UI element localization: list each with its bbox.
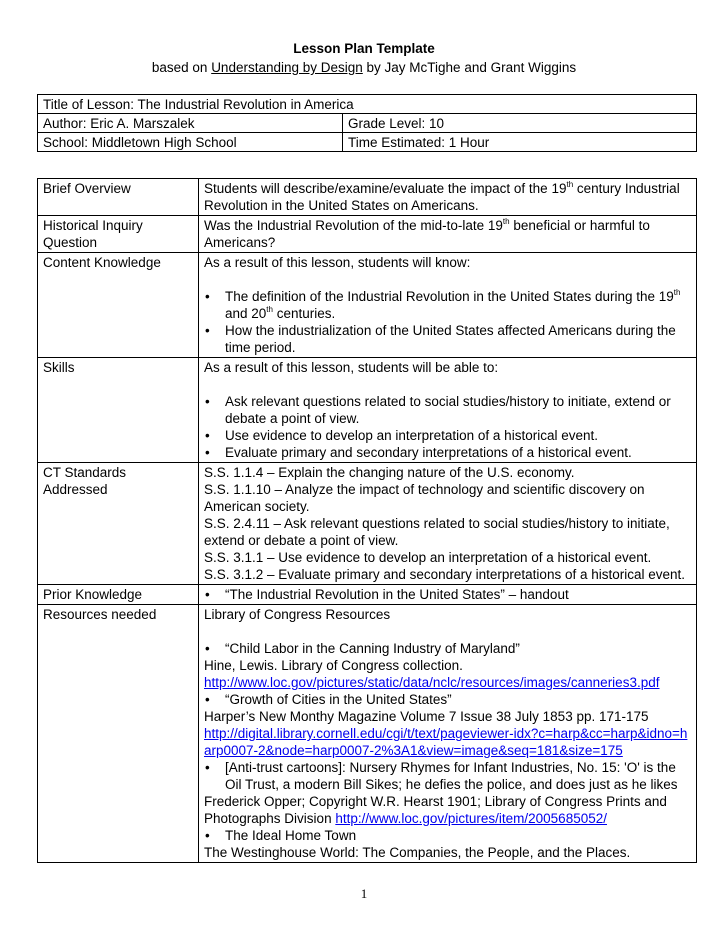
table-row-resources [38, 605, 697, 863]
content-b1-c: centuries. [272, 306, 336, 321]
row-label: Content Knowledge [38, 253, 199, 358]
row-label: CT Standards Addressed [38, 463, 199, 585]
lesson-plan-table [37, 178, 697, 863]
row-label: Historical Inquiry Question [38, 216, 199, 253]
table-row-skills [38, 358, 697, 463]
resources-heading: Library of Congress Resources [204, 607, 391, 622]
page-number: 1 [360, 886, 368, 901]
list-item [204, 288, 691, 322]
resource-source: Hine, Lewis. Library of Congress collection. [204, 658, 463, 673]
table-row-standards [38, 463, 697, 585]
content-b1-sup2: th [266, 305, 273, 314]
list-item: • How the industrialization of the United States affected Americans during the time period. [204, 322, 691, 356]
list-item: • Ask relevant questions related to social studies/history to initiate, extend or debate a point of view. [204, 393, 691, 427]
table-row-overview [38, 179, 697, 216]
page-subtitle [0, 60, 728, 75]
table-row-content-knowledge [38, 253, 697, 358]
content-intro: As a result of this lesson, students will know: [204, 255, 471, 270]
row-content [199, 605, 697, 863]
row-content [199, 358, 697, 463]
list-item: • The Ideal Home Town [204, 827, 691, 844]
time-cell: Time Estimated: 1 Hour [343, 133, 697, 152]
row-label: Skills [38, 358, 199, 463]
row-label: Resources needed [38, 605, 199, 863]
skills-intro: As a result of this lesson, students will be able to: [204, 360, 499, 375]
school-cell: School: Middletown High School [38, 133, 343, 152]
list-item: • [Anti-trust cartoons]: Nursery Rhymes for Infant Industries, No. 15: 'O' is the Oil Trust, a modern Bill Sikes; he defies the police, and does just as he likes [204, 759, 691, 793]
skills-list [204, 393, 691, 461]
author-cell: Author: Eric A. Marszalek [38, 114, 343, 133]
resource-source: The Westinghouse World: The Companies, the People, and the Places. [204, 845, 631, 860]
standard-item: S.S. 2.4.11 – Ask relevant questions related to social studies/history to initiate, extend or debate a point of view. [204, 516, 670, 548]
subtitle-suffix: by Jay McTighe and Grant Wiggins [362, 60, 577, 75]
lesson-title-cell: Title of Lesson: The Industrial Revolution in America [38, 95, 697, 114]
list-item: • Evaluate primary and secondary interpretations of a historical event. [204, 444, 691, 461]
standard-item: S.S. 1.1.4 – Explain the changing nature of the U.S. economy. [204, 465, 575, 480]
table-row-inquiry [38, 216, 697, 253]
standard-item: S.S. 1.1.10 – Analyze the impact of technology and scientific discovery on American society. [204, 482, 645, 514]
content-b1-sup1: th [673, 288, 681, 297]
content-b1-a: The definition of the Industrial Revolution in the United States during the 19 [225, 289, 674, 304]
row-content [199, 179, 697, 216]
inquiry-sup: th [502, 217, 510, 226]
subtitle-prefix: based on [151, 60, 212, 75]
row-label: Prior Knowledge [38, 585, 199, 605]
content-b1-b: and 20 [225, 306, 267, 321]
standard-item: S.S. 3.1.2 – Evaluate primary and secondary interpretations of a historical event. [204, 567, 686, 582]
table-row-prior-knowledge [38, 585, 697, 605]
list-item: • “Growth of Cities in the United States” [204, 691, 691, 708]
resource-source: Harper’s New Monthy Magazine Volume 7 Issue 38 July 1853 pp. 171-175 [204, 709, 649, 724]
lesson-info-table [37, 94, 697, 152]
row-label: Brief Overview [38, 179, 199, 216]
row-content [199, 463, 697, 585]
row-content [199, 585, 697, 605]
list-item: • Use evidence to develop an interpretation of a historical event. [204, 427, 691, 444]
overview-sup: th [566, 180, 574, 189]
resource-link[interactable]: http://www.loc.gov/pictures/static/data/nclc/resources/images/canneries3.pdf [204, 675, 660, 690]
list-item: • “Child Labor in the Canning Industry of Maryland” [204, 640, 691, 657]
resource-link[interactable]: http://www.loc.gov/pictures/item/2005685052/ [335, 811, 607, 826]
list-item: • “The Industrial Revolution in the United States” – handout [204, 586, 691, 603]
overview-text-a: Students will describe/examine/evaluate the impact of the 19 [204, 181, 567, 196]
overview-text-b: century Industrial Revolution in the United States on Americans. [204, 181, 680, 213]
content-list [204, 288, 691, 356]
inquiry-text-a: Was the Industrial Revolution of the mid-to-late 19 [204, 218, 503, 233]
row-content [199, 253, 697, 358]
standard-item: S.S. 3.1.1 – Use evidence to develop an interpretation of a historical event. [204, 550, 652, 565]
page-title: Lesson Plan Template [293, 41, 435, 56]
inquiry-text-b: beneficial or harmful to Americans? [204, 218, 650, 250]
resource-link[interactable]: http://digital.library.cornell.edu/cgi/t/text/pageviewer-idx?c=harp&cc=harp&idno=harp0007-2&node=harp0007-2%3A1&view=image&seq=181&size=175 [204, 726, 688, 758]
resource-source: Frederick Opper; Copyright W.R. Hearst 1901; Library of Congress Prints and Photographs Division [204, 794, 667, 826]
grade-cell: Grade Level: 10 [343, 114, 697, 133]
subtitle-book: Understanding by Design [211, 60, 363, 75]
row-content [199, 216, 697, 253]
